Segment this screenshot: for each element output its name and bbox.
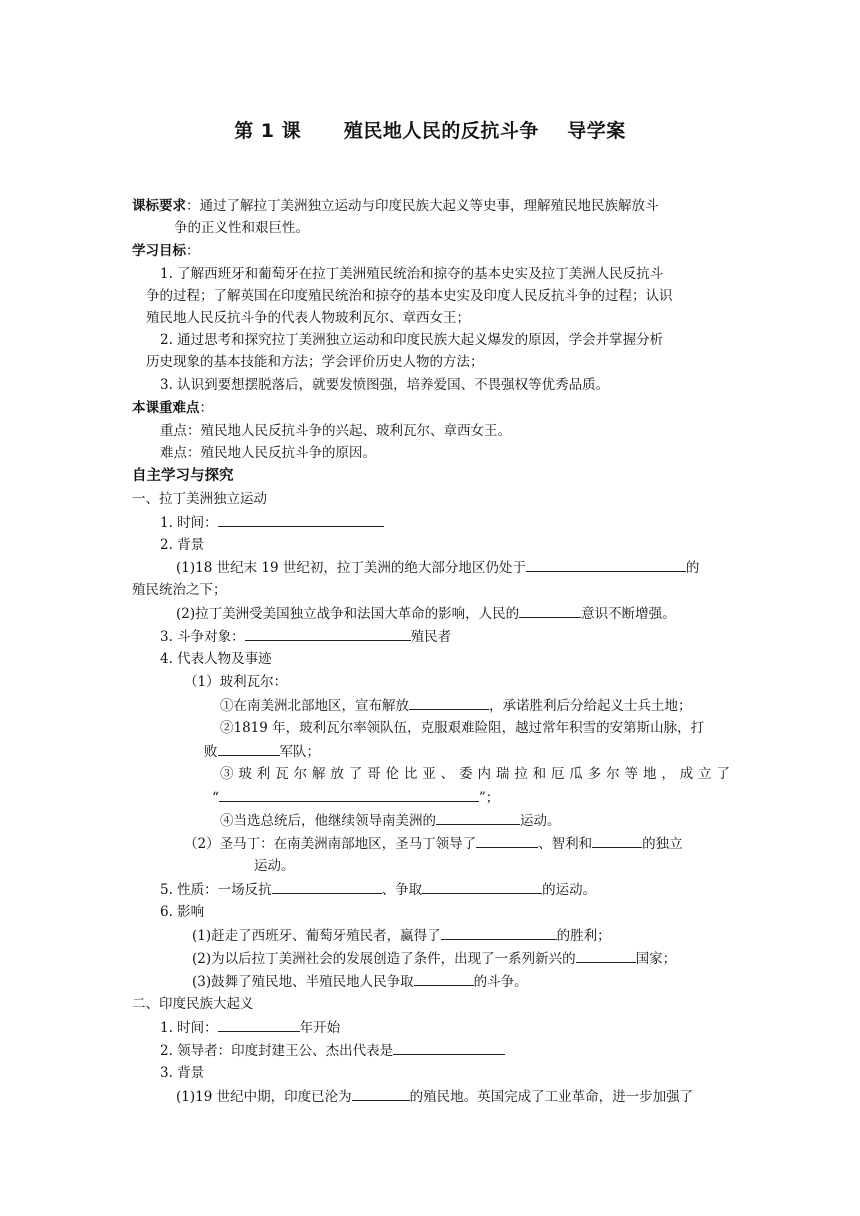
bolivar-item-2-blank[interactable] (218, 741, 280, 756)
goals-heading (132, 241, 200, 261)
p2-leader-line (160, 1040, 505, 1061)
goals-colon: ： (186, 243, 200, 259)
bolivar-item-1-text: ①在南美洲北部地区，宣布解放 (220, 698, 409, 714)
part2-heading: 二、印度民族大起义 (132, 996, 254, 1012)
goal-3: 3. 认识到要想摆脱落后，就要发愤图强，培养爱国、不畏强权等优秀品质。 (160, 377, 610, 393)
p1-bg1-text: (1)18 世纪末 19 世纪初，拉丁美洲的绝大部分地区仍处于 (176, 560, 526, 576)
bolivar-item-2-line-1: ②1819 年，玻利瓦尔率领队伍，克服艰难险阻，越过常年积雪的安第斯山脉，打 (220, 720, 705, 736)
p1-impact-2 (192, 948, 676, 969)
p1-target-end: 殖民者 (410, 629, 452, 645)
standard-text-1: ：通过了解拉丁美洲独立运动与印度民族大起义等史事，理解殖民地民族解放斗 (186, 198, 659, 214)
p1-bg2-end: 意识不断增强。 (581, 606, 676, 622)
goal-1-line-2: 争的过程；了解英国在印度殖民统治和掠夺的基本史实及印度人民反抗斗争的过程；认识 (146, 288, 673, 304)
bolivar-item-4-text: ④当选总统后，他继续领导南美洲的 (220, 813, 436, 829)
standard-line-2: 争的正义性和艰巨性。 (174, 220, 309, 236)
p2-bg1-end: 的殖民地。英国完成了工业革命，进一步加强了 (409, 1089, 694, 1105)
bolivar-item-3-end: ”； (478, 790, 500, 806)
p2-time-end: 年开始 (299, 1020, 341, 1036)
bolivar-item-4 (220, 810, 561, 831)
p1-nature-mid: 、争取 (381, 882, 423, 898)
bolivar-item-4-blank[interactable] (436, 810, 520, 825)
p1-nature-blank-1[interactable] (272, 879, 382, 894)
bolivar-item-4-end: 运动。 (520, 813, 561, 829)
bolivar-item-3-blank[interactable] (219, 787, 479, 802)
p2-time-label: 1. 时间： (160, 1020, 218, 1036)
p1-bg1-continuation: 殖民统治之下； (132, 582, 227, 598)
p1-bg2-blank[interactable] (519, 603, 581, 618)
goal-1-line-1: 1. 了解西班牙和葡萄牙在拉丁美洲殖民统治和掠夺的基本史实及拉丁美洲人民反抗斗 (160, 266, 664, 282)
bolivar-item-2-end: 军队； (279, 744, 320, 760)
goal-2-line-2: 历史现象的基本技能和方法；学会评价历史人物的方法； (146, 354, 484, 370)
bolivar-item-3-open-quote: “ (212, 790, 219, 806)
san-martin-line-2: 运动。 (254, 858, 295, 874)
p1-bg1-end: 的 (685, 560, 700, 576)
p2-leader-text: 2. 领导者：印度封建王公、杰出代表是 (160, 1043, 394, 1059)
p1-nature-blank-2[interactable] (422, 879, 542, 894)
san-martin-text: （2）圣马丁：在南美洲南部地区，圣马丁领导了 (184, 836, 477, 852)
goal-1-line-3: 殖民地人民反抗斗争的代表人物玻利瓦尔、章西女王； (146, 310, 470, 326)
p2-bg1-blank[interactable] (352, 1086, 410, 1101)
p1-impact-1-blank[interactable] (441, 925, 557, 940)
goal-2-line-1: 2. 通过思考和探究拉丁美洲独立运动和印度民族大起义爆发的原因，学会并掌握分析 (160, 332, 664, 348)
key-points-heading (132, 398, 213, 418)
bolivar-item-1-blank[interactable] (409, 695, 489, 710)
p1-nature-text: 5. 性质：一场反抗 (160, 882, 272, 898)
p1-background-heading: 2. 背景 (160, 537, 205, 553)
bolivar-item-2-line-2 (204, 741, 320, 762)
bolivar-item-3-line-1: ③玻利瓦尔解放了哥伦比亚、委内瑞拉和厄瓜多尔等地，成立了 (220, 766, 730, 782)
p1-impact-2-end: 国家； (635, 951, 677, 967)
bolivar-heading: （1）玻利瓦尔： (184, 674, 288, 690)
p1-time-label: 1. 时间： (160, 515, 218, 531)
p1-impact-3-blank[interactable] (414, 971, 474, 986)
p2-leader-blank[interactable] (393, 1040, 505, 1055)
san-martin-line-1 (184, 833, 683, 854)
p1-bg1-line (176, 557, 699, 578)
p2-bg1-text: (1)19 世纪中期，印度已沦为 (176, 1089, 352, 1105)
bolivar-item-1-end: ，承诺胜利后分给起义士兵土地； (489, 698, 692, 714)
p2-background-heading: 3. 背景 (160, 1065, 205, 1081)
key-points-label: 本课重难点 (132, 400, 200, 416)
p1-impact-2-text: (2)为以后拉丁美洲社会的发展创造了条件，出现了一系列新兴的 (192, 951, 576, 967)
focus-line: 重点：殖民地人民反抗斗争的兴起、玻利瓦尔、章西女王。 (160, 423, 511, 439)
part1-heading: 一、拉丁美洲独立运动 (132, 491, 267, 507)
goals-label: 学习目标 (132, 243, 186, 259)
p1-impact-1-end: 的胜利； (556, 928, 611, 944)
bolivar-item-1 (220, 695, 692, 716)
p1-impact-3-end: 的斗争。 (473, 974, 528, 990)
p2-bg1-line (176, 1086, 693, 1107)
san-martin-mid: 、智利和 (538, 836, 593, 852)
p1-bg1-blank[interactable] (526, 557, 686, 572)
page-title: 第 1 课 殖民地人民的反抗斗争 导学案 (234, 120, 626, 142)
san-martin-blank-1[interactable] (476, 833, 538, 848)
bolivar-item-2-text: 败 (204, 744, 218, 760)
p1-impact-1-text: (1)赶走了西班牙、葡萄牙殖民者，赢得了 (192, 928, 441, 944)
bolivar-item-3-line-2 (212, 787, 499, 808)
p1-bg2-text: (2)拉丁美洲受美国独立战争和法国大革命的影响，人民的 (176, 606, 520, 622)
p1-bg2-line (176, 603, 676, 624)
standard-line-1 (132, 196, 659, 216)
p1-impact-heading: 6. 影响 (160, 904, 205, 920)
p1-impact-1 (192, 925, 611, 946)
p1-nature-line (160, 879, 596, 900)
p1-target-line (160, 626, 451, 647)
p1-time-line (160, 512, 384, 533)
san-martin-end: 的独立 (642, 836, 683, 852)
p1-time-blank[interactable] (218, 512, 384, 527)
p2-time-blank[interactable] (218, 1017, 300, 1032)
p1-impact-3-text: (3)鼓舞了殖民地、半殖民地人民争取 (192, 974, 414, 990)
self-study-heading: 自主学习与探究 (132, 468, 234, 484)
key-points-colon: ： (199, 400, 213, 416)
p1-impact-3 (192, 971, 528, 992)
p1-nature-end: 的运动。 (542, 882, 597, 898)
p1-target-label: 3. 斗争对象： (160, 629, 245, 645)
p1-impact-2-blank[interactable] (576, 948, 636, 963)
p1-target-blank[interactable] (245, 626, 411, 641)
san-martin-blank-2[interactable] (592, 833, 642, 848)
difficulty-line: 难点：殖民地人民反抗斗争的原因。 (160, 445, 376, 461)
standard-label: 课标要求 (132, 198, 186, 214)
p1-figures-heading: 4. 代表人物及事迹 (160, 651, 272, 667)
p2-time-line (160, 1017, 340, 1038)
